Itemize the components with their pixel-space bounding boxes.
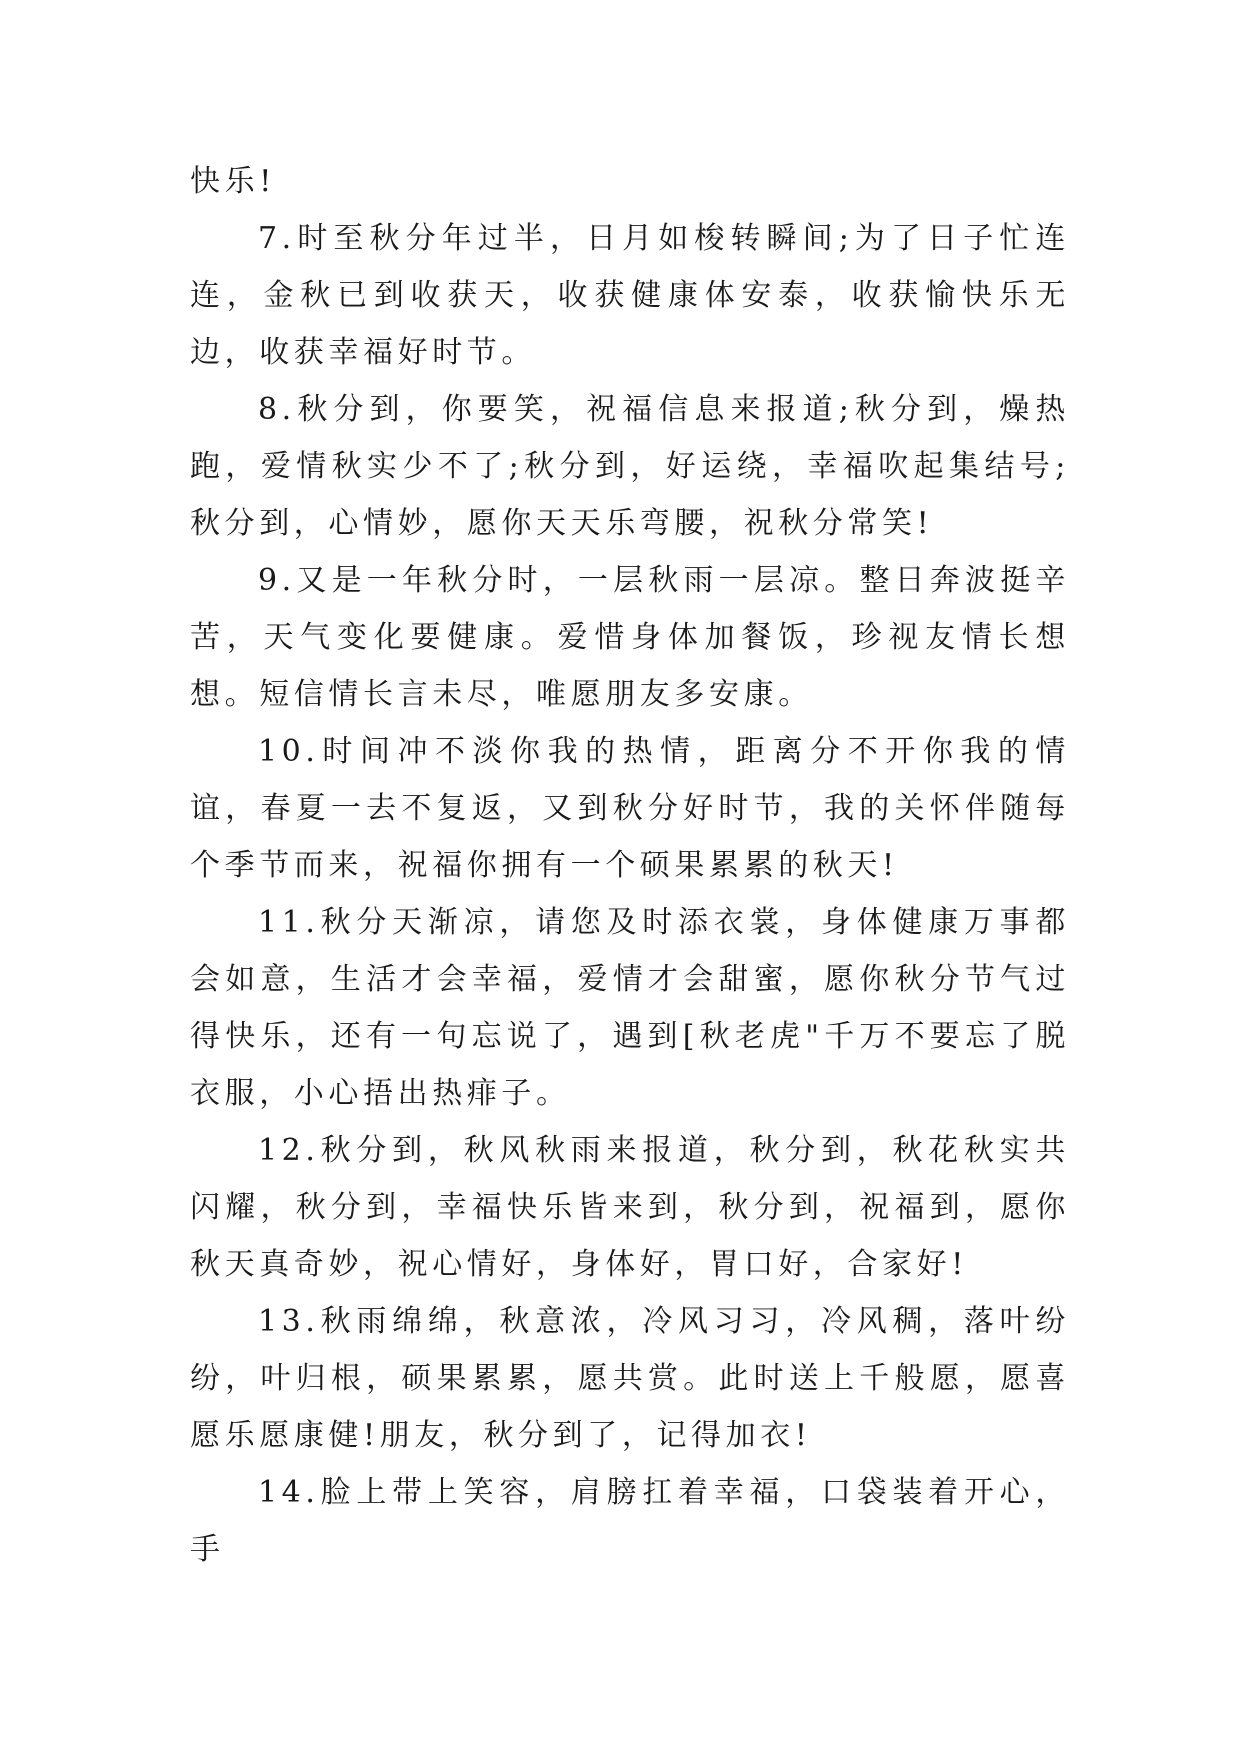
paragraph-continuation: 快乐!: [190, 164, 276, 199]
paragraph-item-14: 14.脸上带上笑容，肩膀扛着幸福，口袋装着开心，手: [190, 1475, 1070, 1567]
paragraph-item-13: 13.秋雨绵绵，秋意浓，冷风习习，冷风稠，落叶纷纷，叶归根，硕果累累，愿共赏。此时送上千般愿，愿喜愿乐愿康健!朋友，秋分到了，记得加衣!: [190, 1304, 1070, 1453]
paragraph-item-11: 11.秋分天渐凉，请您及时添衣裳，身体健康万事都会如意，生活才会幸福，爱情才会甜蜜，愿你秋分节气过得快乐，还有一句忘说了，遇到[秋老虎"千万不要忘了脱衣服，小心捂出热痱子。: [190, 905, 1070, 1111]
paragraph-item-8: 8.秋分到，你要笑，祝福信息来报道;秋分到，燥热跑，爱情秋实少不了;秋分到，好运绕，幸福吹起集结号;秋分到，心情妙，愿你天天乐弯腰，祝秋分常笑!: [190, 392, 1070, 541]
paragraph-item-7: 7.时至秋分年过半，日月如梭转瞬间;为了日子忙连连，金秋已到收获天，收获健康体安泰，收获愉快乐无边，收获幸福好时节。: [190, 221, 1070, 370]
paragraph-item-9: 9.又是一年秋分时，一层秋雨一层凉。整日奔波挺辛苦，天气变化要健康。爱惜身体加餐饭，珍视友情长想想。短信情长言未尽，唯愿朋友多安康。: [190, 563, 1070, 712]
paragraph-item-10: 10.时间冲不淡你我的热情，距离分不开你我的情谊，春夏一去不复返，又到秋分好时节，我的关怀伴随每个季节而来，祝福你拥有一个硕果累累的秋天!: [190, 734, 1070, 883]
paragraph-item-12: 12.秋分到，秋风秋雨来报道，秋分到，秋花秋实共闪耀，秋分到，幸福快乐皆来到，秋分到，祝福到，愿你秋天真奇妙，祝心情好，身体好，胃口好，合家好!: [190, 1133, 1070, 1282]
document-body: [190, 153, 1070, 1578]
